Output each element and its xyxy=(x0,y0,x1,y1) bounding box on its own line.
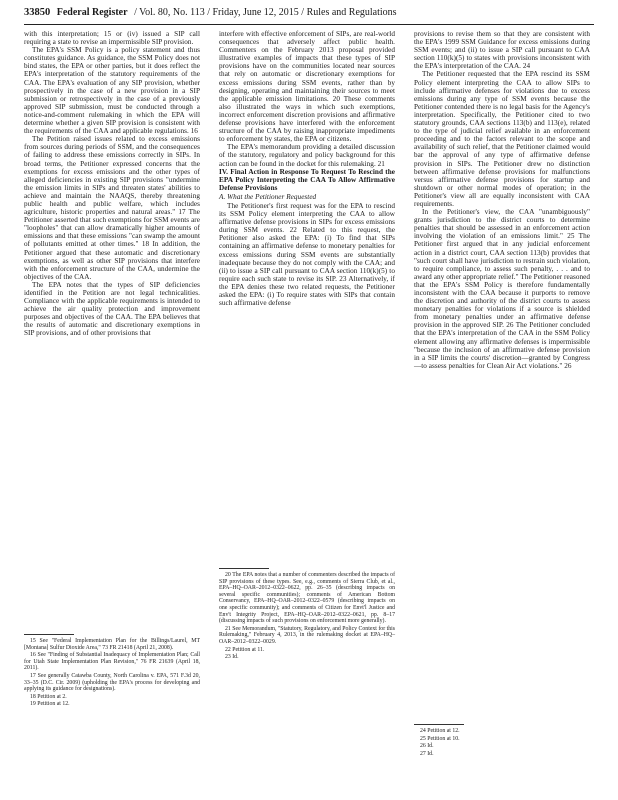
paragraph: provisions to revise them so that they are consistent with the EPA's 1999 SSM Guidance for excess emissions during SSM events; and (ii) to issue a SIP call pursuant to CAA section 110(k)(5) to states with provisions inconsistent with the EPA's interpretation of the CAA. 24 xyxy=(414,30,590,71)
page-number: 33850 xyxy=(24,7,51,18)
footnotes-col1 xyxy=(24,638,200,709)
footnotes-col2 xyxy=(219,572,395,662)
footnote: 22 Petition at 11. xyxy=(225,646,265,653)
paragraph: with this interpretation; 15 or (iv) issued a SIP call requiring a state to revise an impermissible SIP provision. xyxy=(24,30,200,47)
footnote: 17 See generally Catawba County, North Carolina v. EPA, 571 F.3d 20, 33–35 (D.C. Cir. 2009) (upholding the EPA's process for developing and applying its guidance for designations). xyxy=(24,672,200,693)
footnote: 23 Id. xyxy=(225,654,239,661)
footnote: 24 Petition at 12. xyxy=(420,728,460,734)
header-rule xyxy=(24,24,594,25)
footnote: 15 See "Federal Implementation Plan for the Billings/Laurel, MT [Montana] Sulfur Dioxide Area," 73 FR 21418 (April 21, 2008). xyxy=(24,638,200,651)
paragraph: The Petition raised issues related to excess emissions from sources during periods of SSM, and the consequences of failing to address these emissions correctly in SIPs. In broad terms, the Petitioner expressed concerns that the exemptions for excess emissions and the other types of alleged deficiencies in existing SIP provisions "undermine the emission limits in SIPs and threaten states' abilities to achieve and maintain the NAAQS, thereby threatening public health and public welfare, which includes agriculture, historic properties and natural areas." 17 The Petitioner asserted that such exemptions for SSM events are "loopholes" that can allow dramatically higher amounts of emissions and that these emissions "can swamp the amount of pollutants emitted at other times." 18 In addition, the Petitioner argued that these automatic and discretionary exemptions, as well as other SIP provisions that interfere with the enforcement structure of the CAA, undermine the objectives of the CAA. xyxy=(24,135,200,281)
page-header xyxy=(24,7,594,21)
paragraph: The EPA's memorandum providing a detailed discussion of the statutory, regulatory and policy background for this action can be found in the docket for this rulemaking. 21 xyxy=(219,143,395,168)
subheading: A. What the Petitioner Requested xyxy=(219,192,317,201)
paragraph: The Petitioner requested that the EPA rescind its SSM Policy element interpreting the CAA to allow SIPs to include affirmative defenses for violations due to excess emissions during any type of SSM events because the Petitioner contended there is no legal basis for the Agency's interpretation. Specifically, the Petitioner cited to two statutory grounds, CAA sections 113(b) and 113(e), related to the type of judicial relief available in an enforcement proceeding and to the factors relevant to the scope and availability of such relief, that the Petitioner claimed would bar the approval of any type of affirmative defense provision in SIPs. The Petitioner drew no distinction between affirmative defense provisions for malfunctions versus affirmative defense provisions for startup and shutdown or other normal modes of operation; in the Petitioner's view all are equally inconsistent with CAA requirements. xyxy=(414,70,590,208)
footnote: 20 The EPA notes that a number of commenters described the impacts of SIP provisions of these types. See, e.g., comments of Sierra Club, et al., EPA–HQ–OAR–2012–0322–0622, pp. 26–35 (describing impacts on several specific communities); comments of American Bottom Conservancy, EPA–HQ–OAR–2012–0322–0579 (describing impacts on one specific community); and comments of Citizen for Envt'l Justice and Env't Integrity Project, EPA–HQ–OAR–2012–0322–0621, pp. 8–17 (discussing impacts of such provisions on enforcement more generally). xyxy=(219,572,395,625)
footnote-rule xyxy=(414,724,464,725)
column-3 xyxy=(414,30,590,370)
column-1 xyxy=(24,30,200,338)
footnote: 25 Petition at 10. xyxy=(420,735,460,742)
paragraph: The Petitioner's first request was for the EPA to rescind its SSM Policy element interpreting the CAA to allow affirmative defense provisions in SIPs for excess emissions during SSM events. 22 Related to this request, the Petitioner also asked the EPA: (i) To find that SIPs containing an affirmative defense to monetary penalties for excess emissions during SSM events are substantially inadequate because they do not comply with the CAA; and (ii) to issue a SIP call pursuant to CAA section 110(k)(5) to require each such state to revise its SIP. 23 Alternatively, if the EPA denies these two related requests, the Petitioner asked the EPA: (i) To require states with SIPs that contain such affirmative defense xyxy=(219,201,395,308)
publication-title: Federal Register xyxy=(56,7,128,18)
paragraph: interfere with effective enforcement of SIPs, are real-world consequences that adversely affect public health. Commenters on the February 2013 proposal provided illustrative examples of impacts that these types of SIP provisions have on the communities located near sources that rely on automatic or discretionary exemptions for excess emissions during SSM events, rather than by designing, operating and maintaining their sources to meet the applicable emission limitations. 20 These comments also illustrated the ways in which such exemptions, incorrect enforcement discretion provisions and affirmative defense provisions have interfered with the enforcement structure of the CAA by raising inappropriate impediments to enforcement by states, the EPA or citizens. xyxy=(219,30,395,144)
column-2 xyxy=(219,30,395,307)
footnote: 19 Petition at 12. xyxy=(30,701,70,708)
footnote-rule xyxy=(219,568,269,569)
footnote: 16 See "Finding of Substantial Inadequacy of Implementation Plan; Call for Utah State Implementation Plan Revision," 76 FR 21639 (April 18, 2011). xyxy=(24,652,200,672)
footnote-rule xyxy=(24,634,74,635)
paragraph: In the Petitioner's view, the CAA "unambiguously" grants jurisdiction to the district courts to determine penalties that should be assessed in an enforcement action involving the violation of an emissions limit." 25 The Petitioner first argued that in any judicial enforcement action in a district court, CAA section 113(b) provides that "such court shall have jurisdiction to restrain such violation, to require compliance, to assess such penalty, . . . and to award any other appropriate relief." The Petitioner reasoned that the EPA's SSM Policy is therefore fundamentally inconsistent with the CAA because it purports to remove the discretion and authority of the district courts to assess monetary penalties for violations if a source is shielded from monetary penalties under an affirmative defense provision in the approved SIP. 26 The Petitioner concluded that the EPA's interpretation of the CAA in the SSM Policy element allowing any affirmative defenses is impermissible "because the inclusion of an affirmative defense provision in a SIP limits the courts' discretion—granted by Congress—to assess penalties for Clean Air Act violations." 26 xyxy=(414,208,590,370)
footnote: 21 See Memorandum, "Statutory, Regulatory, and Policy Context for this Rulemaking," February 4, 2013, in the rulemaking docket at EPA–HQ–OAR–2012–0322–0029. xyxy=(219,625,395,645)
footnotes-col3 xyxy=(414,728,590,758)
section-heading: IV. Final Action in Response To Request To Rescind the EPA Policy Interpreting the CAA To Allow Affirmative Defense Provisions xyxy=(219,167,395,192)
paragraph: The EPA's SSM Policy is a policy statement and thus constitutes guidance. As guidance, the SSM Policy does not bind states, the EPA or other parties, but it does reflect the EPA's interpretation of the statutory requirements of the CAA. The EPA's evaluation of any SIP provision, whether prospectively in the case of a new provision in a SIP submission or retrospectively in the case of a previously approved SIP submission, must be conducted through a notice-and-comment rulemaking in which the EPA will determine whether a given SIP provision is consistent with the requirements of the CAA and applicable regulations. 16 xyxy=(24,46,200,136)
footnote: 18 Petition at 2. xyxy=(30,693,67,700)
paragraph: The EPA notes that the types of SIP deficiencies identified in the Petition are not legal technicalities. Compliance with the applicable requirements is intended to achieve the air quality protection and improvement purposes and objectives of the CAA. The EPA believes that the results of automatic and discretionary exemptions in SIP provisions, and of other provisions that xyxy=(24,280,200,338)
footnote: 26 Id. xyxy=(420,743,434,750)
footnote: 27 Id. xyxy=(420,750,434,757)
volume-info: / Vol. 80, No. 113 / Friday, June 12, 2015 / Rules and Regulations xyxy=(134,7,397,18)
